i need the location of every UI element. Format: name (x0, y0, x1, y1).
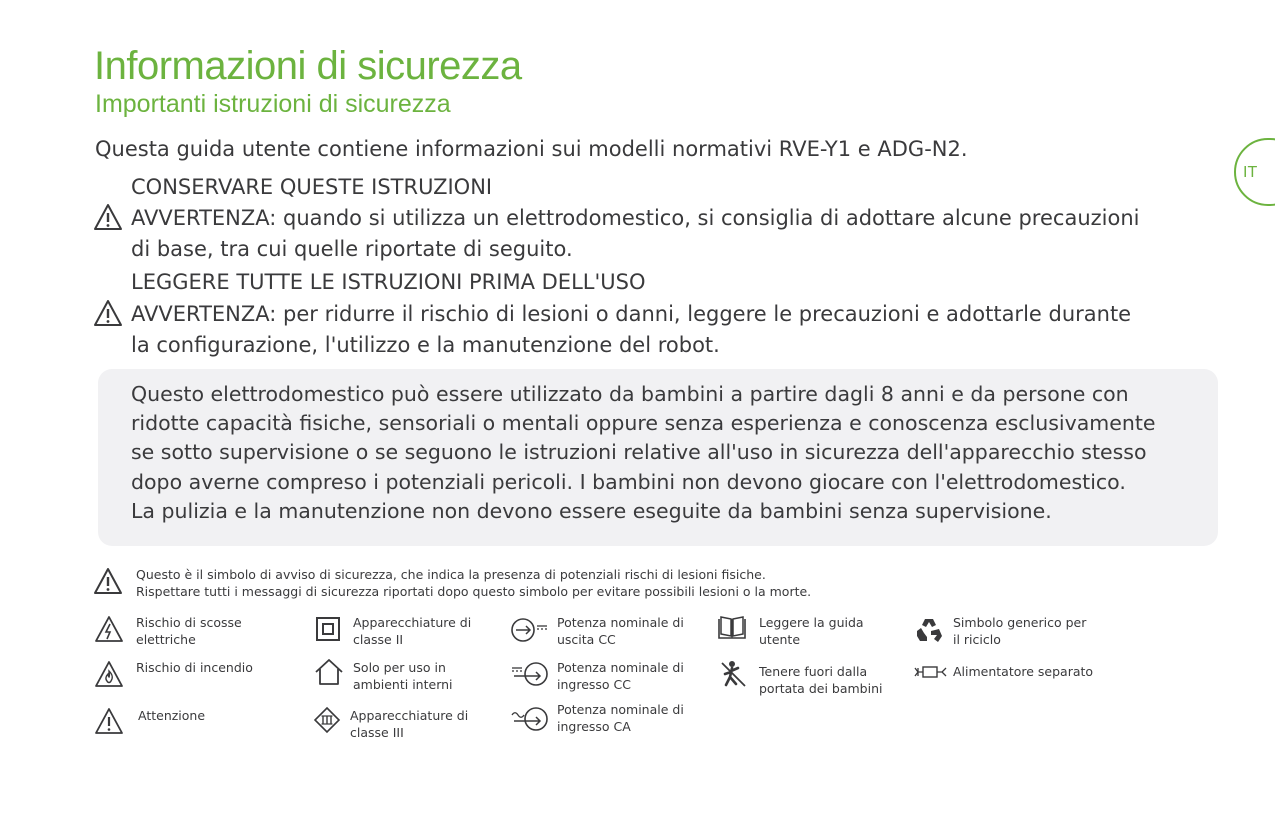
legend-class-iii: Apparecchiature di classe III (350, 708, 469, 740)
warning-icon (93, 203, 123, 231)
warning-text-1-cont: di base, tra cui quelle riportate di seguito. (131, 237, 573, 261)
caution-icon (94, 707, 124, 735)
class-iii-icon (313, 706, 341, 734)
legend-electric-shock: Rischio di scosse elettriche (136, 615, 242, 647)
warning-icon (93, 299, 123, 327)
fire-risk-icon (94, 660, 124, 688)
read-instructions-heading: LEGGERE TUTTE LE ISTRUZIONI PRIMA DELL'USO (131, 270, 646, 294)
intro-text: Questa guida utente contiene informazioni sui modelli normativi RVE-Y1 e ADG-N2. (95, 137, 968, 161)
dc-output-icon (510, 617, 550, 643)
power-supply-icon (913, 664, 949, 680)
safety-alert-icon (93, 567, 123, 595)
warning-text-2: AVVERTENZA: per ridurre il rischio di lesioni o danni, leggere le precauzioni e adottarle durante (131, 302, 1132, 326)
legend-indoor: Solo per uso in ambienti interni (353, 660, 453, 692)
keep-away-children-icon (718, 659, 748, 689)
legend-read-guide: Leggere la guida utente (759, 615, 864, 647)
electric-shock-icon (94, 615, 124, 643)
child-notice-line: se sotto supervisione o se seguono le istruzioni relative all'uso in sicurezza dell'apparecchio stesso (131, 440, 1147, 464)
legend-dc-input: Potenza nominale di ingresso CC (557, 660, 684, 692)
legend-children: Tenere fuori dalla portata dei bambini (759, 664, 883, 696)
read-guide-icon (716, 614, 748, 642)
ac-input-icon (510, 706, 550, 732)
page-subtitle: Importanti istruzioni di sicurezza (95, 90, 451, 118)
child-notice-line: Questo elettrodomestico può essere utilizzato da bambini a partire dagli 8 anni e da persone con (131, 382, 1129, 406)
child-notice-line: dopo averne compreso i potenziali pericoli. I bambini non devono giocare con l'elettrodomestico. (131, 470, 1126, 494)
keep-instructions-heading: CONSERVARE QUESTE ISTRUZIONI (131, 175, 493, 199)
legend-recycle: Simbolo generico per il riciclo (953, 615, 1087, 647)
legend-power-supply: Alimentatore separato (953, 664, 1094, 679)
class-ii-icon (315, 616, 341, 642)
language-tab[interactable] (1234, 138, 1275, 206)
legend-class-ii: Apparecchiature di classe II (353, 615, 472, 647)
dc-input-icon (510, 661, 550, 687)
legend-caution: Attenzione (138, 708, 206, 723)
child-notice-line: La pulizia e la manutenzione non devono essere eseguite da bambini senza supervisione. (131, 499, 1052, 523)
safety-symbol-description: Questo è il simbolo di avviso di sicurezza, che indica la presenza di potenziali rischi di lesioni fisiche. Rispettare tutti i messaggi di sicurezza riportati dopo questo simbolo per evitare possibili lesioni o la morte. (136, 567, 812, 599)
page-title: Informazioni di sicurezza (94, 44, 522, 88)
warning-text-2-cont: la configurazione, l'utilizzo e la manutenzione del robot. (131, 333, 720, 357)
child-notice-line: ridotte capacità fisiche, sensoriali o mentali oppure senza esperienza e conoscenza esclusivamente (131, 411, 1156, 435)
legend-ac-input: Potenza nominale di ingresso CA (557, 702, 684, 734)
warning-text-1: AVVERTENZA: quando si utilizza un elettrodomestico, si consiglia di adottare alcune precauzioni (131, 206, 1140, 230)
legend-fire: Rischio di incendio (136, 660, 253, 675)
language-tab-label: IT (1243, 164, 1258, 181)
indoor-use-icon (313, 657, 345, 687)
recycle-icon (914, 615, 944, 645)
legend-dc-output: Potenza nominale di uscita CC (557, 615, 684, 647)
